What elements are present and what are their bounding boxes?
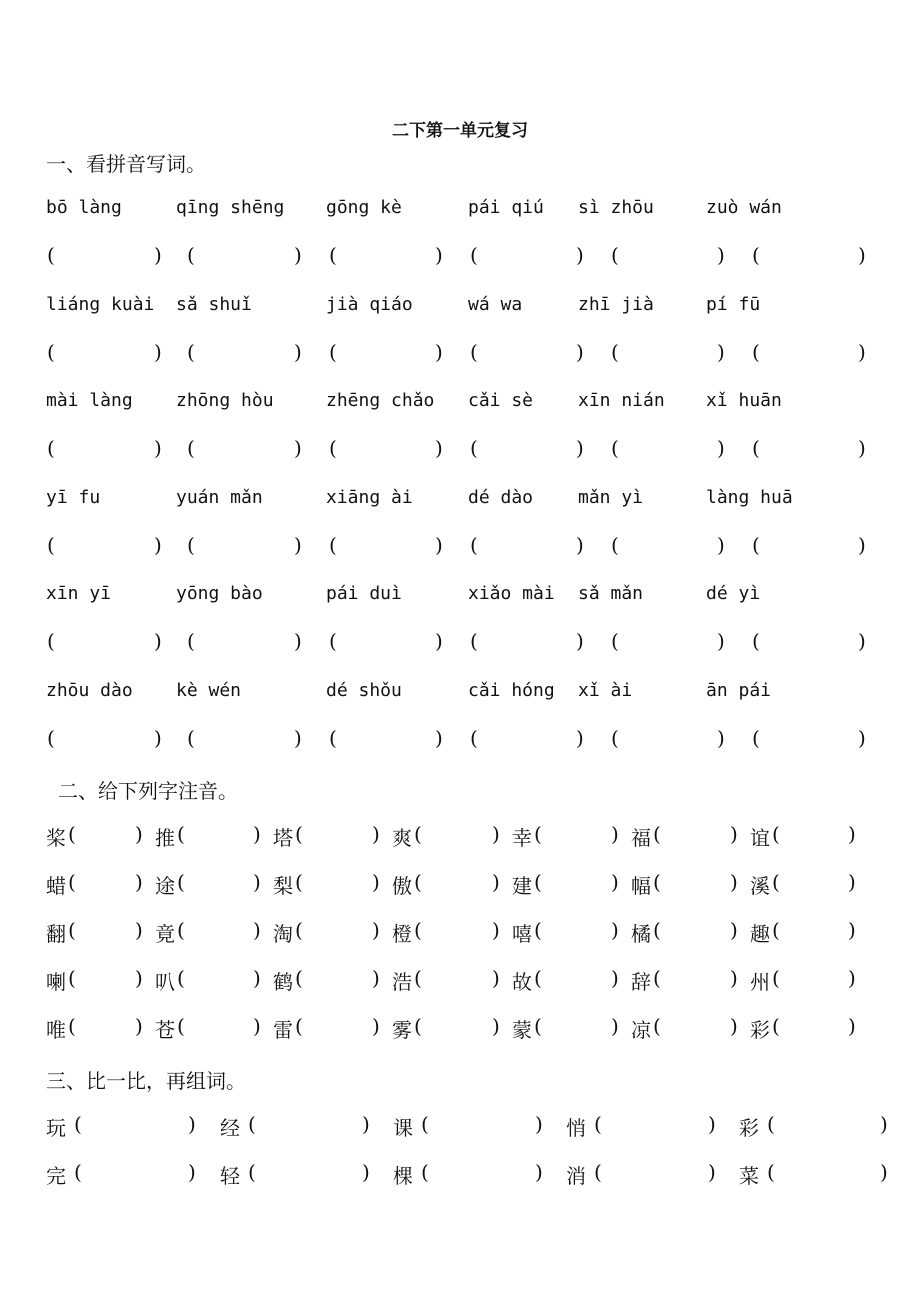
phonetic-char: 橘 [631, 922, 651, 946]
phonetic-char: 蒙 [512, 1018, 532, 1042]
answer-paren-close: ) [717, 243, 725, 267]
phonetic-paren-close: ) [135, 918, 143, 942]
phonetic-paren-close: ) [848, 822, 856, 846]
pinyin-word: cǎi hóng [468, 680, 555, 701]
phonetic-char: 故 [512, 970, 532, 994]
pinyin-word: liáng kuài [46, 294, 155, 315]
answer-paren-open: ( [329, 533, 337, 557]
pinyin-word: yuán mǎn [176, 487, 263, 508]
phonetic-paren-open: ( [653, 1014, 661, 1038]
answer-paren-open: ( [752, 726, 760, 750]
answer-paren-open: ( [187, 340, 195, 364]
compare-char: 棵 [393, 1164, 413, 1188]
answer-paren-open: ( [329, 436, 337, 460]
phonetic-paren-open: ( [177, 1014, 185, 1038]
pinyin-word: bō làng [46, 197, 122, 218]
phonetic-char: 福 [631, 826, 651, 850]
compare-paren-open: ( [594, 1160, 602, 1184]
phonetic-char: 谊 [750, 826, 770, 850]
phonetic-paren-open: ( [772, 1014, 780, 1038]
pinyin-word: jià qiáo [326, 294, 413, 315]
pinyin-word: xǐ huān [706, 390, 782, 411]
section-2-heading: 二、给下列字注音。 [58, 779, 238, 803]
phonetic-paren-close: ) [253, 870, 261, 894]
phonetic-paren-open: ( [534, 870, 542, 894]
pinyin-word: gōng kè [326, 197, 402, 218]
phonetic-paren-close: ) [372, 822, 380, 846]
phonetic-char: 梨 [273, 874, 293, 898]
answer-paren-open: ( [470, 629, 478, 653]
answer-paren-close: ) [858, 243, 866, 267]
page-title: 二下第一单元复习 [392, 121, 528, 141]
pinyin-word: qīng shēng [176, 197, 285, 218]
compare-paren-open: ( [767, 1112, 775, 1136]
compare-paren-close: ) [535, 1160, 543, 1184]
compare-paren-close: ) [362, 1112, 370, 1136]
phonetic-paren-close: ) [492, 822, 500, 846]
pinyin-word: mǎn yì [578, 487, 644, 508]
phonetic-paren-open: ( [772, 966, 780, 990]
phonetic-paren-close: ) [730, 966, 738, 990]
phonetic-char: 喇 [46, 970, 66, 994]
phonetic-paren-open: ( [68, 870, 76, 894]
pinyin-word: xīn nián [578, 390, 665, 411]
pinyin-word: zuò wán [706, 197, 782, 218]
answer-paren-open: ( [329, 243, 337, 267]
answer-paren-close: ) [435, 436, 443, 460]
compare-char: 玩 [46, 1116, 66, 1140]
answer-paren-close: ) [154, 533, 162, 557]
compare-paren-open: ( [74, 1112, 82, 1136]
answer-paren-close: ) [576, 340, 584, 364]
pinyin-word: yōng bào [176, 583, 263, 604]
answer-paren-open: ( [187, 243, 195, 267]
phonetic-paren-close: ) [135, 1014, 143, 1038]
phonetic-paren-close: ) [492, 966, 500, 990]
answer-paren-close: ) [435, 243, 443, 267]
phonetic-paren-open: ( [653, 966, 661, 990]
phonetic-paren-close: ) [730, 1014, 738, 1038]
phonetic-paren-close: ) [253, 822, 261, 846]
phonetic-paren-close: ) [611, 822, 619, 846]
compare-char: 经 [220, 1116, 240, 1140]
answer-paren-close: ) [858, 533, 866, 557]
pinyin-word: xīn yī [46, 583, 112, 604]
phonetic-paren-open: ( [177, 870, 185, 894]
phonetic-paren-open: ( [68, 966, 76, 990]
phonetic-paren-open: ( [653, 918, 661, 942]
phonetic-char: 幸 [512, 826, 532, 850]
phonetic-paren-close: ) [848, 918, 856, 942]
compare-paren-close: ) [188, 1112, 196, 1136]
answer-paren-close: ) [717, 726, 725, 750]
answer-paren-close: ) [717, 340, 725, 364]
compare-paren-close: ) [880, 1160, 888, 1184]
answer-paren-open: ( [470, 726, 478, 750]
compare-char: 消 [566, 1164, 586, 1188]
pinyin-word: xiāng ài [326, 487, 413, 508]
phonetic-paren-close: ) [253, 918, 261, 942]
pinyin-word: mài làng [46, 390, 133, 411]
phonetic-paren-open: ( [177, 918, 185, 942]
answer-paren-open: ( [611, 340, 619, 364]
phonetic-paren-open: ( [534, 822, 542, 846]
phonetic-paren-close: ) [492, 1014, 500, 1038]
compare-paren-close: ) [535, 1112, 543, 1136]
answer-paren-close: ) [576, 629, 584, 653]
pinyin-word: dé dào [468, 487, 534, 508]
phonetic-char: 建 [512, 874, 532, 898]
phonetic-paren-open: ( [295, 918, 303, 942]
answer-paren-open: ( [470, 533, 478, 557]
compare-paren-open: ( [248, 1160, 256, 1184]
section-1-heading: 一、看拼音写词。 [46, 152, 206, 176]
phonetic-paren-close: ) [611, 966, 619, 990]
answer-paren-close: ) [576, 533, 584, 557]
compare-paren-close: ) [362, 1160, 370, 1184]
pinyin-word: sǎ mǎn [578, 583, 644, 604]
answer-paren-open: ( [47, 726, 55, 750]
answer-paren-close: ) [435, 726, 443, 750]
answer-paren-close: ) [294, 533, 302, 557]
phonetic-char: 蜡 [46, 874, 66, 898]
compare-char: 彩 [739, 1116, 759, 1140]
phonetic-char: 幅 [631, 874, 651, 898]
phonetic-char: 浩 [392, 970, 412, 994]
answer-paren-close: ) [294, 629, 302, 653]
phonetic-paren-close: ) [848, 870, 856, 894]
phonetic-paren-open: ( [295, 822, 303, 846]
phonetic-paren-close: ) [253, 1014, 261, 1038]
answer-paren-close: ) [576, 726, 584, 750]
pinyin-word: sǎ shuǐ [176, 294, 252, 315]
pinyin-word: kè wén [176, 680, 242, 701]
phonetic-char: 推 [155, 826, 175, 850]
answer-paren-close: ) [576, 243, 584, 267]
compare-char: 轻 [220, 1164, 240, 1188]
answer-paren-close: ) [294, 726, 302, 750]
phonetic-char: 桨 [46, 826, 66, 850]
phonetic-char: 途 [155, 874, 175, 898]
pinyin-word: zhēng chǎo [326, 390, 435, 411]
compare-char: 悄 [566, 1116, 586, 1140]
phonetic-char: 爽 [392, 826, 412, 850]
answer-paren-close: ) [717, 533, 725, 557]
pinyin-word: zhī jià [578, 294, 654, 315]
phonetic-char: 彩 [750, 1018, 770, 1042]
answer-paren-open: ( [329, 726, 337, 750]
phonetic-char: 翻 [46, 922, 66, 946]
pinyin-word: cǎi sè [468, 390, 534, 411]
answer-paren-close: ) [717, 629, 725, 653]
phonetic-char: 州 [750, 970, 770, 994]
phonetic-paren-close: ) [611, 918, 619, 942]
phonetic-paren-open: ( [414, 1014, 422, 1038]
answer-paren-open: ( [611, 726, 619, 750]
compare-char: 完 [46, 1164, 66, 1188]
pinyin-word: zhōng hòu [176, 390, 274, 411]
phonetic-paren-open: ( [68, 822, 76, 846]
compare-paren-close: ) [708, 1112, 716, 1136]
answer-paren-open: ( [752, 436, 760, 460]
phonetic-paren-close: ) [372, 966, 380, 990]
phonetic-char: 鹤 [273, 970, 293, 994]
answer-paren-open: ( [47, 533, 55, 557]
phonetic-paren-close: ) [492, 870, 500, 894]
answer-paren-close: ) [858, 436, 866, 460]
answer-paren-open: ( [187, 533, 195, 557]
answer-paren-close: ) [154, 340, 162, 364]
answer-paren-close: ) [858, 726, 866, 750]
answer-paren-open: ( [611, 533, 619, 557]
answer-paren-close: ) [435, 340, 443, 364]
answer-paren-open: ( [470, 340, 478, 364]
pinyin-word: pái qiú [468, 197, 544, 218]
answer-paren-close: ) [576, 436, 584, 460]
phonetic-paren-open: ( [414, 918, 422, 942]
phonetic-char: 辞 [631, 970, 651, 994]
phonetic-char: 傲 [392, 874, 412, 898]
phonetic-char: 嘻 [512, 922, 532, 946]
answer-paren-open: ( [47, 243, 55, 267]
answer-paren-open: ( [752, 340, 760, 364]
answer-paren-close: ) [154, 629, 162, 653]
phonetic-paren-open: ( [177, 822, 185, 846]
phonetic-char: 竟 [155, 922, 175, 946]
phonetic-paren-open: ( [414, 822, 422, 846]
answer-paren-close: ) [294, 436, 302, 460]
answer-paren-open: ( [47, 340, 55, 364]
answer-paren-open: ( [611, 436, 619, 460]
answer-paren-open: ( [470, 436, 478, 460]
pinyin-word: ān pái [706, 680, 772, 701]
answer-paren-close: ) [154, 243, 162, 267]
phonetic-paren-close: ) [253, 966, 261, 990]
phonetic-paren-open: ( [772, 870, 780, 894]
phonetic-paren-open: ( [653, 870, 661, 894]
compare-char: 课 [393, 1116, 413, 1140]
phonetic-paren-open: ( [177, 966, 185, 990]
phonetic-char: 溪 [750, 874, 770, 898]
phonetic-paren-close: ) [135, 966, 143, 990]
compare-paren-open: ( [248, 1112, 256, 1136]
pinyin-word: dé yì [706, 583, 761, 604]
phonetic-paren-open: ( [772, 822, 780, 846]
phonetic-paren-open: ( [68, 1014, 76, 1038]
answer-paren-open: ( [470, 243, 478, 267]
answer-paren-open: ( [187, 629, 195, 653]
pinyin-word: pí fū [706, 294, 761, 315]
phonetic-paren-close: ) [135, 870, 143, 894]
compare-paren-open: ( [421, 1112, 429, 1136]
answer-paren-open: ( [611, 243, 619, 267]
compare-paren-open: ( [767, 1160, 775, 1184]
pinyin-word: xiǎo mài [468, 583, 555, 604]
phonetic-paren-open: ( [772, 918, 780, 942]
answer-paren-close: ) [435, 629, 443, 653]
phonetic-paren-close: ) [372, 870, 380, 894]
phonetic-paren-close: ) [611, 870, 619, 894]
phonetic-paren-open: ( [653, 822, 661, 846]
phonetic-paren-close: ) [730, 822, 738, 846]
phonetic-char: 橙 [392, 922, 412, 946]
phonetic-paren-close: ) [611, 1014, 619, 1038]
phonetic-char: 雷 [273, 1018, 293, 1042]
answer-paren-open: ( [752, 533, 760, 557]
pinyin-word: wá wa [468, 294, 523, 315]
phonetic-paren-close: ) [492, 918, 500, 942]
answer-paren-open: ( [47, 436, 55, 460]
answer-paren-close: ) [858, 629, 866, 653]
compare-paren-close: ) [880, 1112, 888, 1136]
phonetic-char: 凉 [631, 1018, 651, 1042]
compare-paren-open: ( [421, 1160, 429, 1184]
phonetic-paren-open: ( [414, 870, 422, 894]
answer-paren-open: ( [752, 243, 760, 267]
answer-paren-open: ( [329, 629, 337, 653]
phonetic-paren-open: ( [534, 918, 542, 942]
pinyin-word: pái duì [326, 583, 402, 604]
answer-paren-open: ( [329, 340, 337, 364]
pinyin-word: yī fu [46, 487, 101, 508]
answer-paren-close: ) [294, 340, 302, 364]
phonetic-paren-close: ) [730, 870, 738, 894]
answer-paren-close: ) [154, 436, 162, 460]
compare-paren-close: ) [708, 1160, 716, 1184]
answer-paren-open: ( [752, 629, 760, 653]
pinyin-word: xǐ ài [578, 680, 633, 701]
phonetic-paren-open: ( [534, 1014, 542, 1038]
answer-paren-open: ( [47, 629, 55, 653]
phonetic-char: 雾 [392, 1018, 412, 1042]
pinyin-word: dé shǒu [326, 680, 402, 701]
compare-paren-open: ( [74, 1160, 82, 1184]
answer-paren-close: ) [154, 726, 162, 750]
phonetic-paren-open: ( [295, 966, 303, 990]
phonetic-paren-open: ( [295, 1014, 303, 1038]
phonetic-char: 唯 [46, 1018, 66, 1042]
phonetic-paren-close: ) [730, 918, 738, 942]
answer-paren-open: ( [187, 726, 195, 750]
phonetic-char: 塔 [273, 826, 293, 850]
phonetic-paren-close: ) [372, 1014, 380, 1038]
phonetic-char: 趣 [750, 922, 770, 946]
phonetic-paren-close: ) [848, 1014, 856, 1038]
pinyin-word: zhōu dào [46, 680, 133, 701]
pinyin-word: làng huā [706, 487, 793, 508]
answer-paren-open: ( [187, 436, 195, 460]
compare-paren-close: ) [188, 1160, 196, 1184]
answer-paren-close: ) [717, 436, 725, 460]
phonetic-char: 淘 [273, 922, 293, 946]
phonetic-paren-open: ( [295, 870, 303, 894]
phonetic-char: 叭 [155, 970, 175, 994]
phonetic-paren-open: ( [68, 918, 76, 942]
compare-char: 菜 [739, 1164, 759, 1188]
phonetic-paren-close: ) [372, 918, 380, 942]
phonetic-paren-open: ( [534, 966, 542, 990]
phonetic-paren-open: ( [414, 966, 422, 990]
section-3-heading: 三、比一比，再组词。 [46, 1069, 246, 1093]
phonetic-paren-close: ) [848, 966, 856, 990]
compare-paren-open: ( [594, 1112, 602, 1136]
phonetic-paren-close: ) [135, 822, 143, 846]
pinyin-word: sì zhōu [578, 197, 654, 218]
answer-paren-close: ) [435, 533, 443, 557]
answer-paren-open: ( [611, 629, 619, 653]
answer-paren-close: ) [858, 340, 866, 364]
phonetic-char: 苍 [155, 1018, 175, 1042]
answer-paren-close: ) [294, 243, 302, 267]
